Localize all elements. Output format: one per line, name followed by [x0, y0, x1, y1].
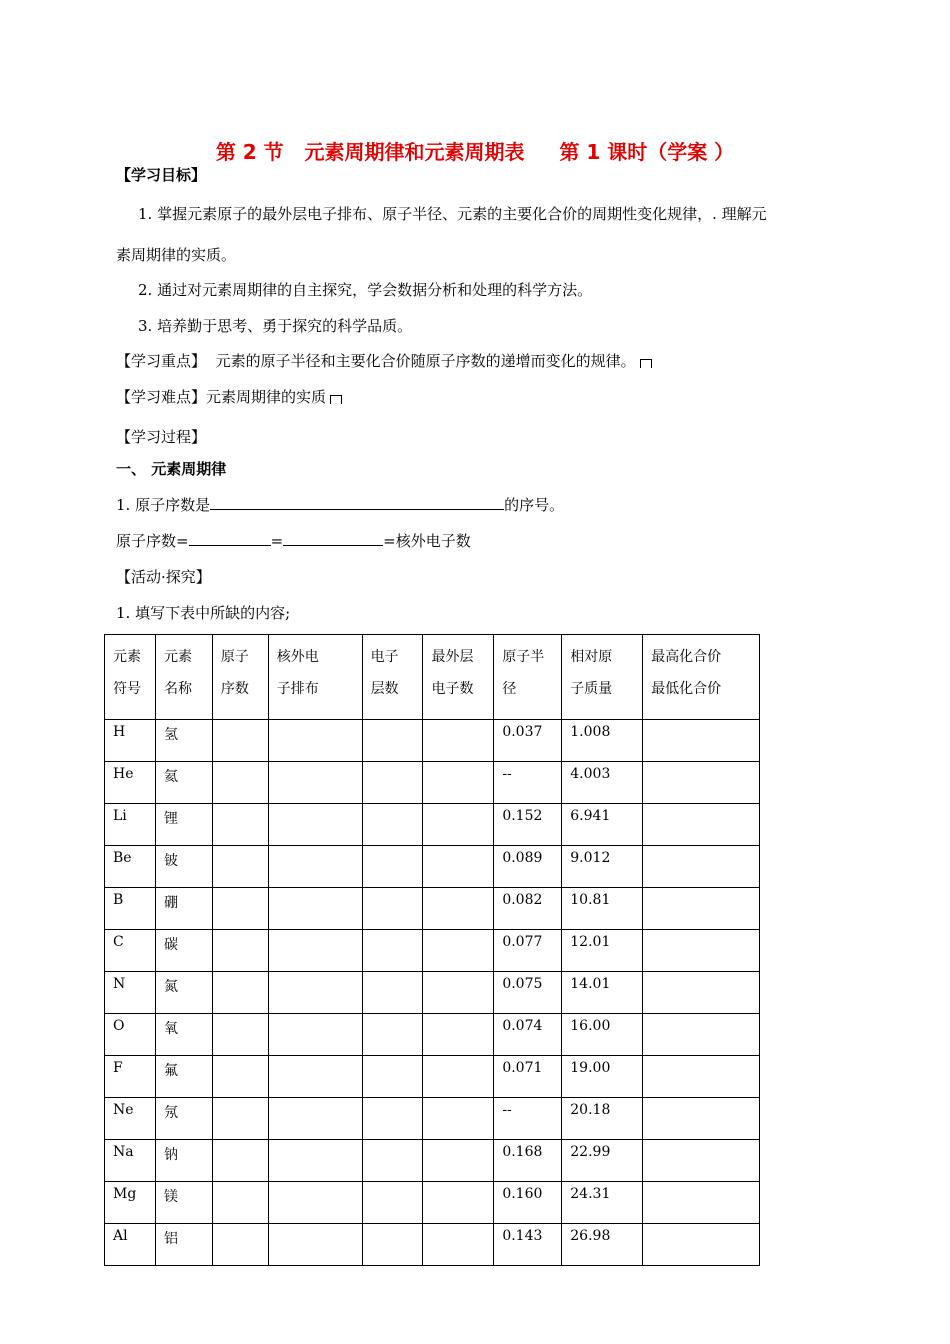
question-1-prefix: 1. 原子序数是 [116, 496, 211, 514]
empty-cell[interactable] [268, 1014, 362, 1056]
table-row [105, 1182, 760, 1224]
empty-cell[interactable] [268, 1098, 362, 1140]
empty-cell[interactable] [362, 1224, 423, 1266]
radius-cell: 0.168 [494, 1140, 562, 1182]
header-cell: 最高化合价 最低化合价 [643, 635, 760, 720]
empty-cell[interactable] [362, 1182, 423, 1224]
name-cell: 碳 [155, 930, 212, 972]
difficulty-text: 元素周期律的实质 [206, 388, 327, 406]
answer-blank[interactable] [283, 531, 383, 546]
empty-cell[interactable] [643, 846, 760, 888]
empty-cell[interactable] [268, 888, 362, 930]
difficulty-line [116, 386, 342, 407]
keypoint-label: 【学习重点】 [116, 352, 207, 370]
keypoint-text: 元素的原子半径和主要化合价随原子序数的递增而变化的规律。 [215, 352, 636, 370]
radius-cell: 0.152 [494, 804, 562, 846]
edit-mark-icon [640, 359, 652, 368]
empty-cell[interactable] [362, 1014, 423, 1056]
name-cell: 氢 [155, 720, 212, 762]
empty-cell[interactable] [362, 1056, 423, 1098]
header-cell: 核外电 子排布 [268, 635, 362, 720]
answer-blank[interactable] [189, 531, 271, 546]
symbol-cell: N [105, 972, 156, 1014]
symbol-cell: F [105, 1056, 156, 1098]
empty-cell[interactable] [643, 1098, 760, 1140]
question-1b-prefix: 原子序数= [116, 532, 189, 550]
empty-cell[interactable] [268, 1140, 362, 1182]
mass-cell: 24.31 [562, 1182, 643, 1224]
name-cell: 氖 [155, 1098, 212, 1140]
radius-cell: 0.089 [494, 846, 562, 888]
symbol-cell: Be [105, 846, 156, 888]
empty-cell[interactable] [643, 804, 760, 846]
empty-cell[interactable] [423, 1056, 494, 1098]
empty-cell[interactable] [212, 720, 268, 762]
empty-cell[interactable] [212, 1098, 268, 1140]
mass-cell: 6.941 [562, 804, 643, 846]
table-row [105, 888, 760, 930]
mass-cell: 10.81 [562, 888, 643, 930]
empty-cell[interactable] [643, 930, 760, 972]
empty-cell[interactable] [362, 762, 423, 804]
table-row [105, 762, 760, 804]
name-cell: 铍 [155, 846, 212, 888]
empty-cell[interactable] [268, 720, 362, 762]
radius-cell: -- [494, 762, 562, 804]
empty-cell[interactable] [212, 804, 268, 846]
empty-cell[interactable] [423, 1014, 494, 1056]
radius-cell: 0.071 [494, 1056, 562, 1098]
empty-cell[interactable] [643, 1056, 760, 1098]
mass-cell: 1.008 [562, 720, 643, 762]
section-1-title: 一、 元素周期律 [116, 460, 227, 478]
symbol-cell: Mg [105, 1182, 156, 1224]
mass-cell: 26.98 [562, 1224, 643, 1266]
keypoint-line [116, 350, 652, 371]
empty-cell[interactable] [362, 888, 423, 930]
empty-cell[interactable] [362, 930, 423, 972]
header-cell: 相对原 子质量 [562, 635, 643, 720]
empty-cell[interactable] [212, 846, 268, 888]
header-cell: 原子 序数 [212, 635, 268, 720]
radius-cell: -- [494, 1098, 562, 1140]
radius-cell: 0.075 [494, 972, 562, 1014]
table-row [105, 1014, 760, 1056]
radius-cell: 0.077 [494, 930, 562, 972]
edit-mark-icon [330, 395, 342, 404]
empty-cell[interactable] [212, 1182, 268, 1224]
radius-cell: 0.074 [494, 1014, 562, 1056]
objective-1-line-2: 素周期律的实质。 [116, 246, 237, 264]
empty-cell[interactable] [268, 972, 362, 1014]
empty-cell[interactable] [212, 930, 268, 972]
empty-cell[interactable] [423, 930, 494, 972]
symbol-cell: H [105, 720, 156, 762]
name-cell: 氮 [155, 972, 212, 1014]
table-row [105, 972, 760, 1014]
mass-cell: 9.012 [562, 846, 643, 888]
name-cell: 钠 [155, 1140, 212, 1182]
objective-1-line-1: 1. 掌握元素原子的最外层电子排布、原子半径、元素的主要化合价的周期性变化规律，. 理解元 [138, 205, 767, 223]
empty-cell[interactable] [268, 762, 362, 804]
empty-cell[interactable] [423, 804, 494, 846]
empty-cell[interactable] [423, 762, 494, 804]
empty-cell[interactable] [423, 1182, 494, 1224]
mass-cell: 22.99 [562, 1140, 643, 1182]
empty-cell[interactable] [212, 972, 268, 1014]
symbol-cell: Al [105, 1224, 156, 1266]
empty-cell[interactable] [643, 720, 760, 762]
name-cell: 氟 [155, 1056, 212, 1098]
empty-cell[interactable] [268, 804, 362, 846]
table-row [105, 846, 760, 888]
table-header-row [105, 635, 760, 720]
empty-cell[interactable] [212, 1224, 268, 1266]
radius-cell: 0.160 [494, 1182, 562, 1224]
empty-cell[interactable] [362, 1140, 423, 1182]
empty-cell[interactable] [643, 1182, 760, 1224]
table-row [105, 930, 760, 972]
symbol-cell: C [105, 930, 156, 972]
header-cell: 元素 名称 [155, 635, 212, 720]
question-1b-suffix: =核外电子数 [383, 532, 471, 550]
empty-cell[interactable] [212, 762, 268, 804]
table-row [105, 1098, 760, 1140]
empty-cell[interactable] [268, 930, 362, 972]
name-cell: 硼 [155, 888, 212, 930]
symbol-cell: Na [105, 1140, 156, 1182]
symbol-cell: He [105, 762, 156, 804]
empty-cell[interactable] [643, 888, 760, 930]
empty-cell[interactable] [423, 1098, 494, 1140]
mass-cell: 12.01 [562, 930, 643, 972]
header-cell: 电子 层数 [362, 635, 423, 720]
mass-cell: 16.00 [562, 1014, 643, 1056]
question-1b-eq: = [270, 532, 284, 550]
name-cell: 镁 [155, 1182, 212, 1224]
mass-cell: 14.01 [562, 972, 643, 1014]
mass-cell: 20.18 [562, 1098, 643, 1140]
table-row [105, 1056, 760, 1098]
empty-cell[interactable] [362, 846, 423, 888]
empty-cell[interactable] [423, 720, 494, 762]
name-cell: 锂 [155, 804, 212, 846]
difficulty-label: 【学习难点】 [116, 388, 207, 406]
answer-blank[interactable] [210, 495, 504, 510]
empty-cell[interactable] [212, 1140, 268, 1182]
mass-cell: 19.00 [562, 1056, 643, 1098]
empty-cell[interactable] [643, 972, 760, 1014]
empty-cell[interactable] [362, 1098, 423, 1140]
table-row [105, 804, 760, 846]
empty-cell[interactable] [212, 888, 268, 930]
name-cell: 氧 [155, 1014, 212, 1056]
radius-cell: 0.082 [494, 888, 562, 930]
activity-heading: 【活动·探究】 [116, 568, 211, 586]
header-cell: 最外层 电子数 [423, 635, 494, 720]
symbol-cell: B [105, 888, 156, 930]
name-cell: 氦 [155, 762, 212, 804]
objective-2: 2. 通过对元素周期律的自主探究，学会数据分析和处理的科学方法。 [138, 281, 593, 299]
empty-cell[interactable] [268, 846, 362, 888]
empty-cell[interactable] [643, 1224, 760, 1266]
table-row [105, 1140, 760, 1182]
empty-cell[interactable] [268, 1182, 362, 1224]
empty-cell[interactable] [362, 720, 423, 762]
objective-3: 3. 培养勤于思考、勇于探究的科学品质。 [138, 317, 413, 335]
empty-cell[interactable] [423, 1140, 494, 1182]
symbol-cell: O [105, 1014, 156, 1056]
empty-cell[interactable] [423, 1224, 494, 1266]
empty-cell[interactable] [212, 1056, 268, 1098]
header-cell: 原子半 径 [494, 635, 562, 720]
process-heading: 【学习过程】 [116, 428, 207, 446]
mass-cell: 4.003 [562, 762, 643, 804]
question-2: 1. 填写下表中所缺的内容; [116, 604, 291, 622]
empty-cell[interactable] [268, 1056, 362, 1098]
question-1 [116, 494, 564, 515]
page-title: 第 2 节 元素周期律和元素周期表 第 1 课时（学案 ） [215, 140, 735, 164]
question-1-suffix: 的序号。 [504, 496, 565, 514]
empty-cell[interactable] [643, 1014, 760, 1056]
empty-cell[interactable] [423, 888, 494, 930]
element-table [104, 634, 760, 1266]
objectives-heading: 【学习目标】 [116, 166, 207, 184]
radius-cell: 0.037 [494, 720, 562, 762]
empty-cell[interactable] [212, 1014, 268, 1056]
question-1b [116, 530, 471, 551]
empty-cell[interactable] [268, 1224, 362, 1266]
symbol-cell: Li [105, 804, 156, 846]
empty-cell[interactable] [643, 1140, 760, 1182]
empty-cell[interactable] [362, 804, 423, 846]
header-cell: 元素 符号 [105, 635, 156, 720]
name-cell: 铝 [155, 1224, 212, 1266]
empty-cell[interactable] [423, 972, 494, 1014]
radius-cell: 0.143 [494, 1224, 562, 1266]
table-row [105, 720, 760, 762]
empty-cell[interactable] [643, 762, 760, 804]
table-row [105, 1224, 760, 1266]
empty-cell[interactable] [362, 972, 423, 1014]
empty-cell[interactable] [423, 846, 494, 888]
symbol-cell: Ne [105, 1098, 156, 1140]
